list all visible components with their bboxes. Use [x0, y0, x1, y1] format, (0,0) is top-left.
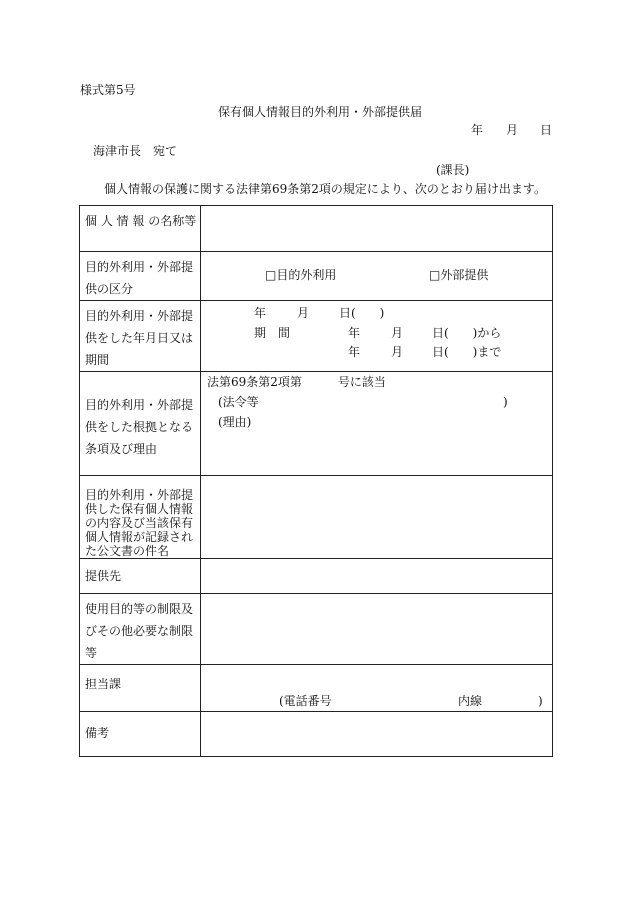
row-remarks	[80, 712, 553, 757]
date-month-label: 月	[506, 123, 519, 137]
row-info-name	[80, 206, 553, 252]
label-cell	[80, 476, 201, 559]
info-name-field[interactable]	[201, 206, 553, 252]
remarks-label: 備考	[85, 726, 110, 740]
form-table	[79, 205, 553, 757]
phone-close: )	[538, 694, 543, 708]
basis-field[interactable]	[201, 372, 553, 476]
addressee: 海津市長 宛て	[93, 144, 178, 158]
category-field	[201, 252, 553, 301]
row-date	[80, 301, 553, 372]
dept-label: 担当課	[85, 677, 122, 691]
label-cell	[80, 594, 201, 665]
label-cell	[80, 252, 201, 301]
phone-label: (電話番号	[279, 694, 332, 708]
date-year-label: 年	[471, 123, 484, 137]
internal-use-checkbox[interactable]: □目的外利用	[265, 268, 337, 282]
single-year: 年	[254, 306, 267, 320]
label-cell	[80, 372, 201, 476]
date-label: 目的外利用・外部提供をした年月日又は期間	[85, 309, 194, 367]
label-cell	[80, 712, 201, 757]
content-label: 目的外利用・外部提供した保有個人情報の内容及び当該保有個人情報が記録された公文書の件名	[85, 488, 194, 558]
remarks-field[interactable]	[201, 712, 553, 757]
row-dept	[80, 665, 553, 712]
recipient-field[interactable]	[201, 559, 553, 594]
external-provision-checkbox[interactable]: □外部提供	[429, 268, 489, 282]
single-day: 日( )	[339, 306, 385, 320]
row-basis	[80, 372, 553, 476]
to-month: 月	[391, 345, 404, 359]
from-month: 月	[391, 326, 404, 340]
row-content	[80, 476, 553, 559]
dept-field[interactable]	[201, 665, 553, 712]
label-cell	[80, 665, 201, 712]
from-year: 年	[348, 326, 361, 340]
row-recipient	[80, 559, 553, 594]
label-cell	[80, 301, 201, 372]
restrictions-label: 使用目的等の制限及びその他必要な制限等	[85, 602, 194, 660]
from-day: 日( )から	[432, 326, 502, 340]
basis-law-open: (法令等	[218, 395, 259, 409]
row-restrictions	[80, 594, 553, 665]
basis-article: 法第69条第2項第 号に該当	[207, 375, 386, 389]
date-day-label: 日	[540, 123, 553, 137]
label-cell	[80, 559, 201, 594]
label-cell	[80, 206, 201, 252]
intro-text: 個人情報の保護に関する法律第69条第2項の規定により、次のとおり届け出ます。	[104, 182, 546, 196]
basis-label: 目的外利用・外部提供をした根拠となる条項及び理由	[85, 398, 194, 456]
basis-reason: (理由)	[218, 415, 252, 429]
period-label: 期 間	[254, 326, 291, 340]
to-day: 日( )まで	[432, 345, 502, 359]
recipient-label: 提供先	[85, 569, 122, 583]
form-title: 保有個人情報目的外利用・外部提供届	[218, 105, 423, 119]
extension-label: 内線	[458, 694, 483, 708]
sender: (課長)	[436, 163, 470, 177]
basis-law-close: )	[503, 395, 508, 409]
to-year: 年	[348, 345, 361, 359]
form-number: 様式第5号	[80, 83, 136, 97]
restrictions-field[interactable]	[201, 594, 553, 665]
category-label: 目的外利用・外部提供の区分	[85, 260, 194, 296]
date-field[interactable]	[201, 301, 553, 372]
content-field[interactable]	[201, 476, 553, 559]
row-category	[80, 252, 553, 301]
single-month: 月	[297, 306, 310, 320]
info-name-label: 個 人 情 報 の名称等	[85, 214, 197, 228]
